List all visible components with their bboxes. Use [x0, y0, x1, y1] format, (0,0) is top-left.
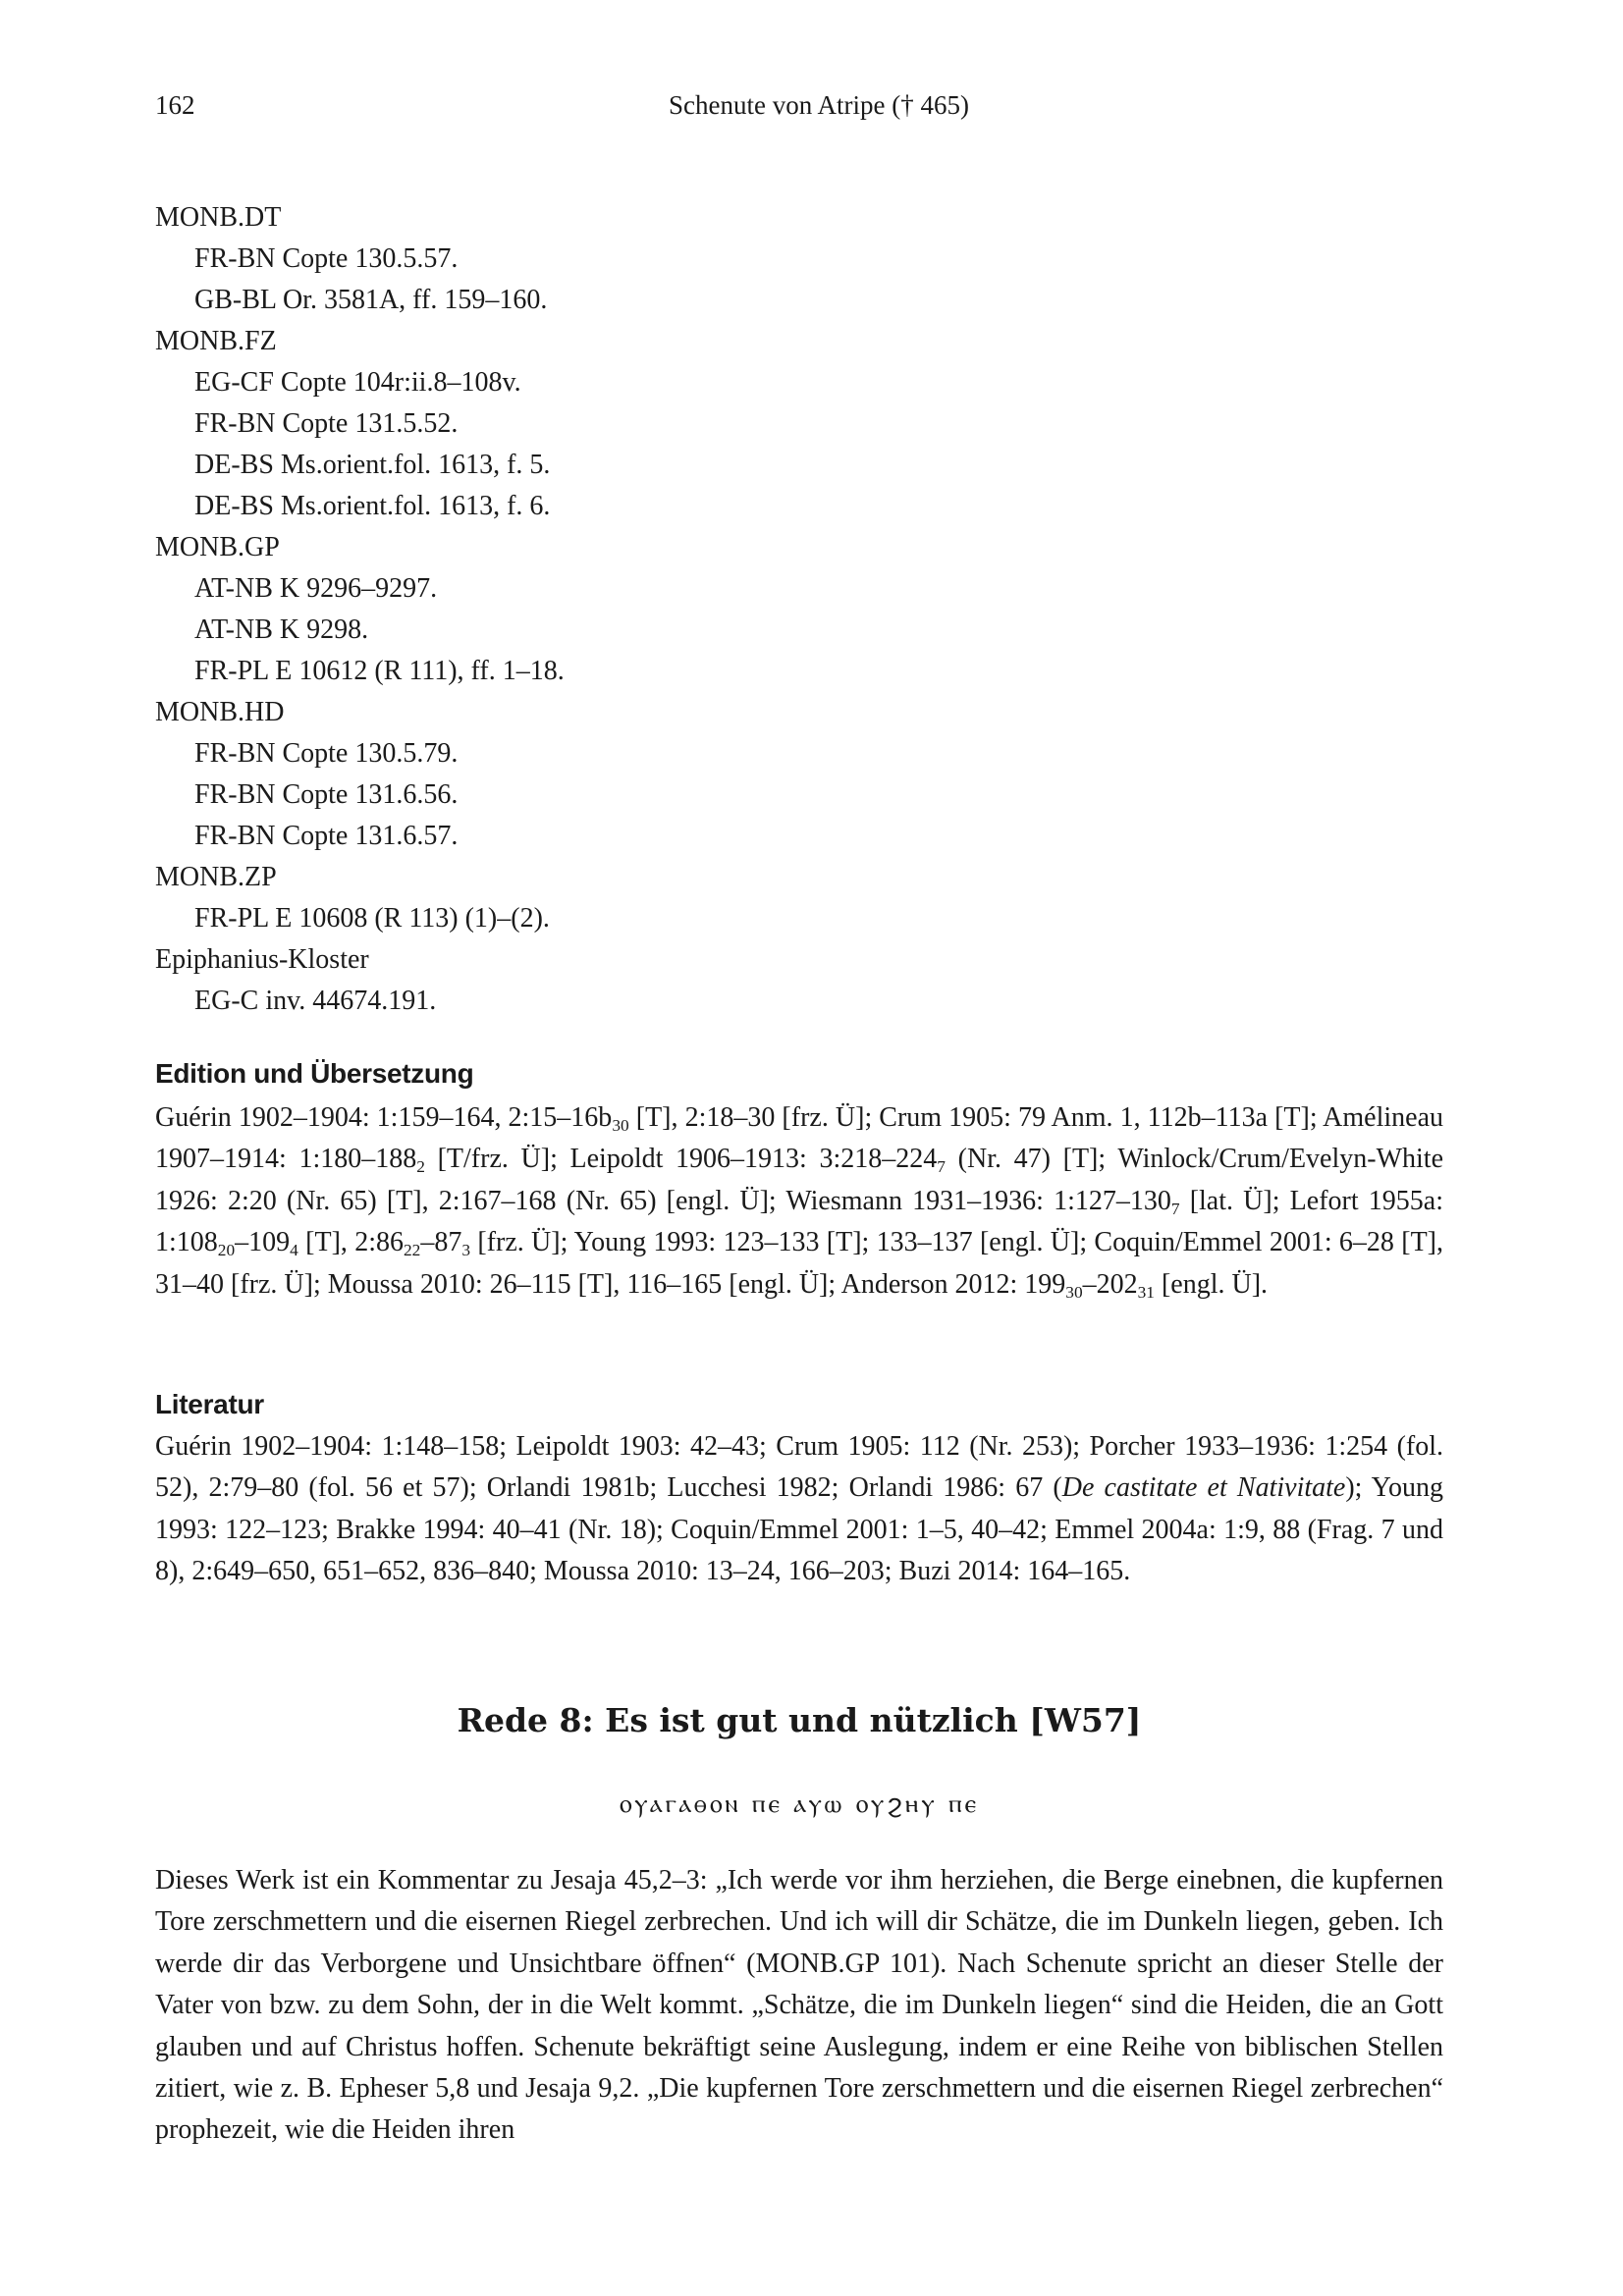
manuscript-item: FR-PL E 10608 (R 113) (1)–(2). [194, 903, 550, 934]
page-number: 162 [155, 90, 195, 120]
manuscript-item: AT-NB K 9298. [194, 614, 369, 645]
manuscript-item: DE-BS Ms.orient.fol. 1613, f. 5. [194, 450, 551, 480]
literature-heading: Literatur [155, 1389, 264, 1419]
page-header [155, 90, 1443, 130]
manuscript-group-label: MONB.HD [155, 697, 285, 727]
literature-paragraph: Guérin 1902–1904: 1:148–158; Leipoldt 1903: 42–43; Crum 1905: 112 (Nr. 253); Porcher 1933–1936: 1:254 (fol. 52), 2:79–80 (fol. 56 et 57); Orlandi 1981b; Lucchesi 1982; Orlandi 1986: 67 (De castitate et Nativitate); Young 1993: 122–123; Brakke 1994: 40–41 (Nr. 18); Coquin/Emmel 2001: 1–5, 40–42; Emmel 2004a: 1:9, 88 (Frag. 7 und 8), 2:649–650, 651–652, 836–840; Moussa 2010: 13–24, 166–203; Buzi 2014: 164–165. [155, 1431, 1444, 1587]
manuscript-item: FR-BN Copte 131.6.56. [194, 779, 459, 810]
manuscript-item: FR-PL E 10612 (R 111), ff. 1–18. [194, 656, 565, 686]
manuscript-item: DE-BS Ms.orient.fol. 1613, f. 6. [194, 491, 551, 521]
manuscript-item: FR-BN Copte 130.5.79. [194, 738, 459, 769]
manuscript-item: GB-BL Or. 3581A, ff. 159–160. [194, 285, 548, 315]
manuscript-item: FR-BN Copte 130.5.57. [194, 243, 459, 274]
edition-heading: Edition und Übersetzung [155, 1058, 474, 1089]
manuscript-group-label: Epiphanius-Kloster [155, 944, 369, 975]
manuscript-item: EG-CF Copte 104r:ii.8–108v. [194, 367, 521, 398]
manuscript-group-label: MONB.ZP [155, 862, 277, 892]
running-head: Schenute von Atripe († 465) [669, 90, 969, 120]
manuscript-item: FR-BN Copte 131.5.52. [194, 408, 459, 439]
manuscript-list [155, 197, 565, 1022]
rede-intro-paragraph: Dieses Werk ist ein Kommentar zu Jesaja 45,2–3: „Ich werde vor ihm herziehen, die Berge einebnen, die kupfernen Tore zerschmettern und die eisernen Riegel zerbrechen. Und ich will dir Schätze, die im Dunkeln liegen, geben. Ich werde dir das Verborgene und Unsichtbare öffnen“ (MONB.GP 101). Nach Schenute spricht an dieser Stelle der Vater von bzw. zu dem Sohn, der in die Welt kommt. „Schätze, die im Dunkeln liegen“ sind die Heiden, die an Gott glauben und auf Christus hoffen. Schenute bekräftigt seine Auslegung, indem er eine Reihe von biblischen Stellen zitiert, wie z. B. Epheser 5,8 und Jesaja 9,2. „Die kupfernen Tore zerschmettern und die eisernen Riegel zerbrechen“ prophezeit, wie die Heiden ihren [155, 1865, 1443, 2146]
manuscript-group-label: MONB.FZ [155, 326, 277, 356]
rede-title: Rede 8: Es ist gut und nützlich [W57] [457, 1701, 1142, 1739]
manuscript-item: EG-C inv. 44674.191. [194, 986, 437, 1016]
coptic-title: ⲟⲩⲁⲅⲁⲑⲟⲛ ⲡⲉ ⲁⲩⲱ ⲟⲩϩⲏⲩ ⲡⲉ [619, 1789, 980, 1819]
manuscript-item: FR-BN Copte 131.6.57. [194, 821, 459, 851]
manuscript-item: AT-NB K 9296–9297. [194, 573, 438, 604]
manuscript-group-label: MONB.GP [155, 532, 280, 562]
edition-paragraph: Guérin 1902–1904: 1:159–164, $2:15-16b_{30}$ [T], 2:18–30 [frz. Ü]; Crum 1905: 79 Anm. 1, 112b–113a [T]; Amélineau 1907–1914: $1:180-188_2$ [T/frz. Ü]; Leipoldt 1906–1913: $3:218-224_7$ (Nr. 47) [T]; Winlock/Crum/Evelyn-White 1926: 2:20 (Nr. 65) [T], 2:167–168 (Nr. 65) [engl. Ü]; Wiesmann 1931–1936: $1:127-130_7$ [lat. Ü]; Lefort 1955a: $1:108_{20}-109_4$ [T], $2:86_{22}-87_3$ [frz. Ü]; Young 1993: 123–133 [T]; 133–137 [engl. Ü]; Coquin/Emmel 2001: 6–28 [T], 31–40 [frz. Ü]; Moussa 2010: 26–115 [T], 116–165 [engl. Ü]; Anderson 2012: $199_{30}-202_{31}$ [engl. Ü]. [155, 1102, 1444, 1302]
manuscript-group-label: MONB.DT [155, 202, 282, 233]
